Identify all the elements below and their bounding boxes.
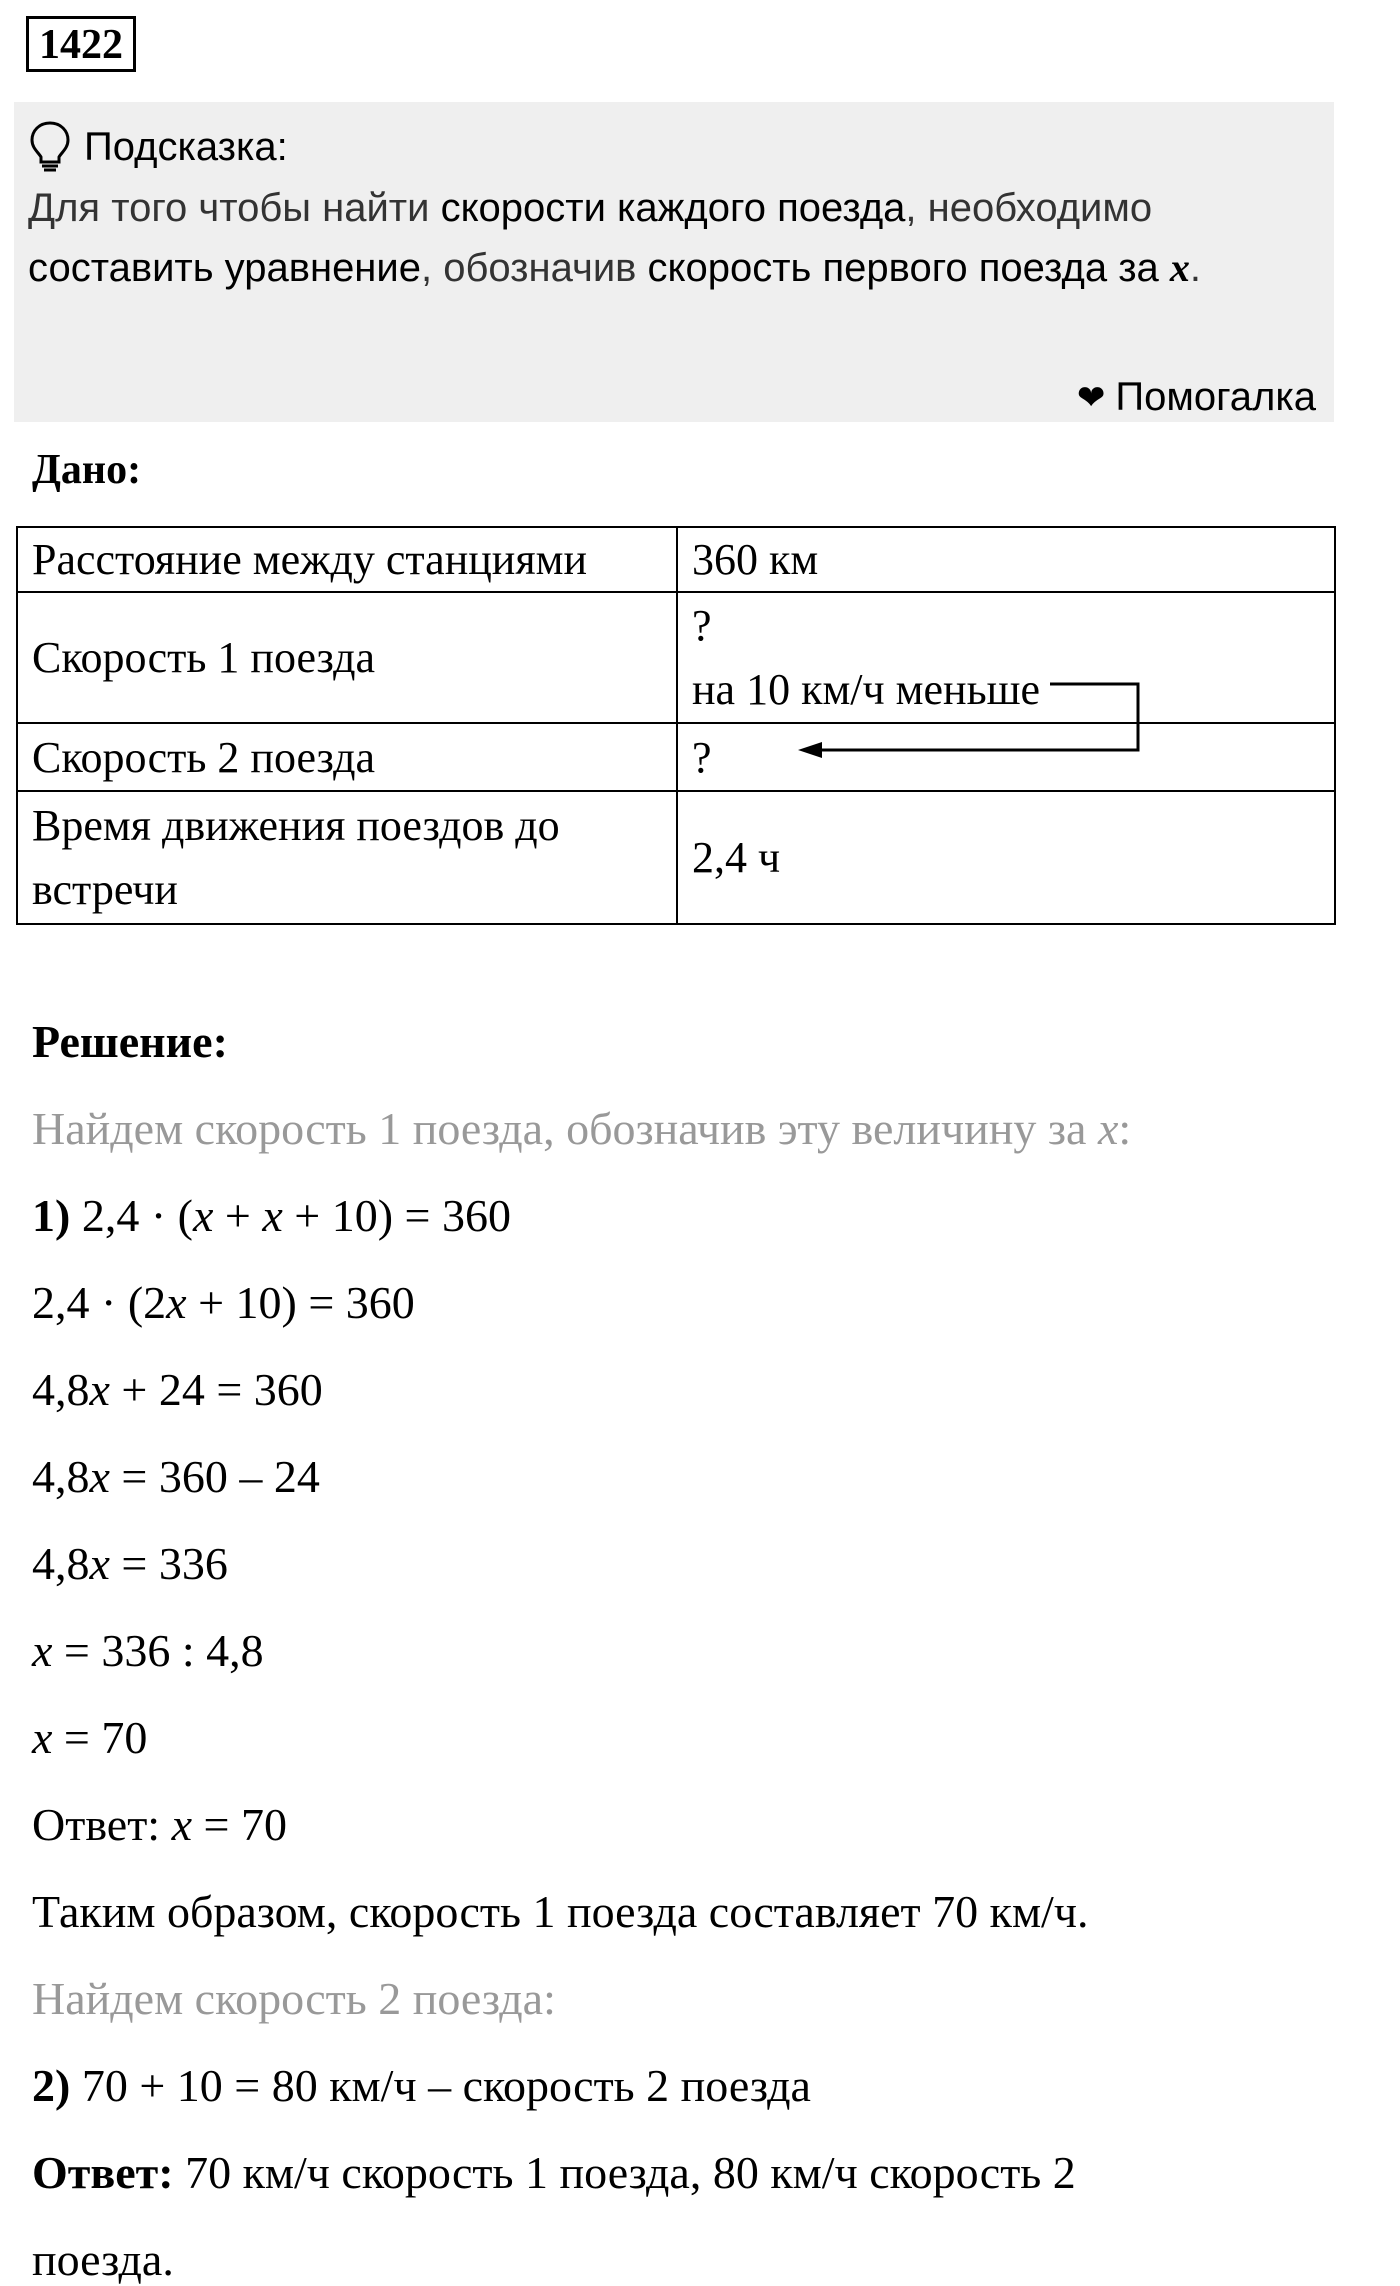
solution-intro-1: Найдем скорость 1 поезда, обозначив эту величину за x: [32,1103,1132,1154]
lightbulb-icon [28,120,72,174]
given-value: 360 км [677,527,1335,592]
equation-line: 4,8x + 24 = 360 [32,1364,323,1415]
step-answer: Ответ: x = 70 [32,1799,287,1850]
table-row [17,592,1335,723]
step-2: 2) 70 + 10 = 80 км/ч – скорость 2 поезда [32,2060,811,2111]
table-row [17,527,1335,592]
equation-line: x = 70 [32,1712,148,1763]
given-label: Скорость 2 поезда [17,723,677,791]
given-value: 2,4 ч [677,791,1335,924]
hint-footer [1077,375,1316,420]
hint-title: Подсказка: [84,124,288,169]
given-label: Расстояние между станциями [17,527,677,592]
given-value: ? [677,723,1335,791]
solution-intro-2: Найдем скорость 2 поезда: [32,1973,556,2024]
given-value: ? на 10 км/ч меньше [677,592,1335,723]
hint-header [28,116,1320,178]
conclusion-text: Таким образом, скорость 1 поезда составляет 70 км/ч. [32,1886,1089,1937]
equation-line: 1) 2,4 · (x + x + 10) = 360 [32,1190,511,1241]
given-title: Дано: [32,447,142,493]
given-table [16,526,1336,925]
table-row [17,723,1335,791]
hint-text: Для того чтобы найти скорости каждого поезда, необходимо составить уравнение, обозначив скорость первого поезда за x. [28,186,1202,290]
equation-line: 4,8x = 360 – 24 [32,1451,320,1502]
heart-icon: ❤ [1076,378,1106,417]
final-answer-cont: поезда. [32,2234,174,2285]
hint-footer-label: Помогалка [1115,375,1316,419]
given-label: Время движения поездов до встречи [17,791,677,924]
table-row [17,791,1335,924]
given-label: Скорость 1 поезда [17,592,677,723]
final-answer: Ответ: 70 км/ч скорость 1 поезда, 80 км/ч скорость 2 [32,2147,1076,2198]
equation-line: x = 336 : 4,8 [32,1625,264,1676]
equation-line: 4,8x = 336 [32,1538,228,1589]
equation-line: 2,4 · (2x + 10) = 360 [32,1277,415,1328]
hint-box [14,102,1334,422]
given-note: на 10 км/ч меньше [692,664,1041,714]
problem-number: 1422 [26,16,136,72]
solution-title: Решение: [32,1016,228,1067]
